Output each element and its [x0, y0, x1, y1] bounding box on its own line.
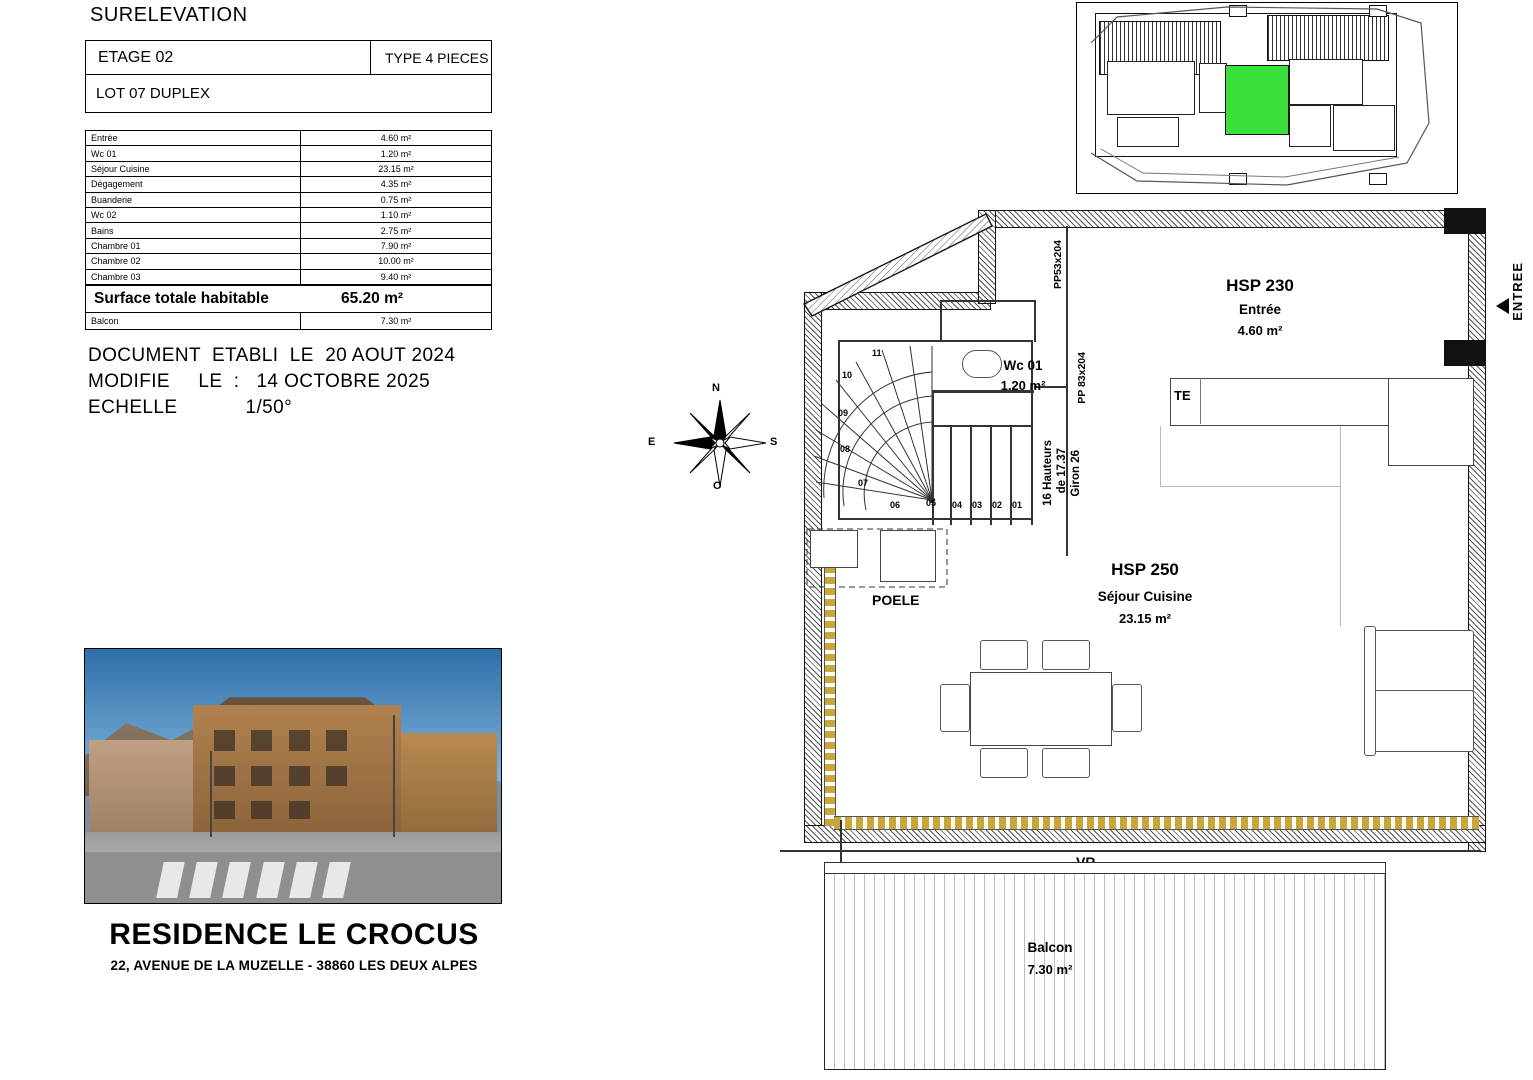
room-name: Bains [86, 223, 301, 237]
residence-name: RESIDENCE LE CROCUS [109, 918, 479, 951]
key-plan-outline [1077, 3, 1457, 193]
header-row-etage-type [86, 41, 491, 75]
stair-note-giron: Giron 26 [1070, 450, 1082, 497]
residence-photo [84, 648, 502, 904]
legal-notice-block [30, 0, 70, 1060]
room-area: 1.20 m² [380, 148, 412, 159]
header-table [85, 40, 492, 113]
room-name: Dégagement [86, 177, 301, 191]
room-label-entree: Entrée [1238, 302, 1282, 317]
entrance-side-label: ENTREE [1510, 262, 1525, 321]
table-row [86, 223, 491, 238]
table-row [86, 270, 491, 285]
doc-line-modified: MODIFIE LE : 14 OCTOBRE 2025 [88, 371, 431, 392]
compass-label-east: S [770, 436, 778, 448]
stair-number: 03 [972, 500, 983, 510]
room-area: 4.60 m² [380, 133, 412, 144]
room-name: Séjour Cuisine [86, 162, 301, 176]
compass-rose [648, 382, 780, 498]
table-row [86, 177, 491, 192]
stair-number: 10 [842, 370, 853, 380]
plan-angled-wall [790, 200, 1020, 330]
stair-note-height-value: de 17.37 [1056, 448, 1068, 494]
room-area-entree: 4.60 m² [1237, 323, 1283, 338]
room-name: Wc 02 [86, 208, 301, 222]
poele-label: POELE [872, 592, 920, 608]
door-label-pp53: PP53x204 [1052, 240, 1064, 290]
room-hsp-entree: HSP 230 [1226, 276, 1294, 295]
stair-note-heights: 16 Hauteurs [1042, 440, 1054, 506]
key-plan [1076, 2, 1458, 194]
stair-number: 07 [858, 478, 869, 488]
stair-number: 02 [992, 500, 1003, 510]
room-area: 9.40 m² [380, 271, 412, 282]
balcon-label: Balcon [86, 313, 301, 329]
total-value: 65.20 m² [341, 289, 404, 307]
stair-number: 01 [1012, 500, 1023, 510]
room-name: Buanderie [86, 193, 301, 207]
table-row [86, 146, 491, 161]
room-name: Entrée [86, 131, 301, 145]
room-area-balcon: 7.30 m² [1027, 962, 1073, 977]
table-row [86, 193, 491, 208]
room-name: Wc 01 [86, 146, 301, 160]
room-area: 0.75 m² [380, 194, 412, 205]
balcon-row [86, 313, 491, 330]
page-title: SURELEVATION [90, 4, 248, 26]
total-row [86, 285, 491, 313]
room-area: 4.35 m² [380, 179, 412, 190]
floor-plan [780, 200, 1525, 1076]
room-area: 2.75 m² [380, 225, 412, 236]
room-area: 23.15 m² [378, 163, 414, 174]
photo-building-left [89, 740, 197, 842]
room-label-sejour: Séjour Cuisine [1097, 589, 1193, 604]
residence-address: 22, AVENUE DE LA MUZELLE - 38860 LES DEUX ALPES [110, 958, 478, 973]
entrance-arrow-icon [1496, 298, 1509, 314]
te-label: TE [1174, 388, 1191, 403]
table-row [86, 208, 491, 223]
etage-cell: ETAGE 02 [86, 41, 371, 74]
room-label-wc01: Wc 01 [1003, 358, 1043, 373]
total-label: Surface totale habitable [94, 289, 269, 307]
balcon-value: 7.30 m² [380, 315, 412, 326]
doc-line-scale: ECHELLE 1/50° [88, 397, 293, 418]
stair-number: 04 [952, 500, 963, 510]
room-name: Chambre 02 [86, 254, 301, 268]
room-area-sejour: 23.15 m² [1118, 611, 1172, 626]
table-row [86, 239, 491, 254]
room-area: 10.00 m² [378, 256, 414, 267]
document-dates-block [88, 343, 455, 421]
stair-number: 09 [838, 408, 849, 418]
room-name: Chambre 01 [86, 239, 301, 253]
room-area: 1.10 m² [380, 210, 412, 221]
stair-number: 11 [872, 348, 882, 358]
stair-number: 06 [890, 500, 901, 510]
room-name: Chambre 03 [86, 270, 301, 284]
table-row [86, 162, 491, 177]
stair-number: 05 [926, 498, 937, 508]
table-row [86, 254, 491, 269]
room-area-wc01: 1.20 m² [1000, 378, 1046, 393]
compass-label-north: N [712, 382, 720, 394]
room-hsp-sejour: HSP 250 [1111, 560, 1179, 579]
type-cell: TYPE 4 PIECES [385, 49, 489, 66]
compass-label-south: O [713, 480, 722, 492]
table-row [86, 131, 491, 146]
stair-number: 08 [840, 444, 851, 454]
room-label-balcon: Balcon [1027, 940, 1073, 955]
door-label-pp83: PP 83x204 [1076, 352, 1088, 404]
room-area: 7.90 m² [380, 240, 412, 251]
surface-table [85, 130, 492, 330]
doc-line-established: DOCUMENT ETABLI LE 20 AOUT 2024 [88, 345, 456, 366]
lot-cell: LOT 07 DUPLEX [96, 85, 210, 102]
compass-label-west: E [648, 436, 656, 448]
